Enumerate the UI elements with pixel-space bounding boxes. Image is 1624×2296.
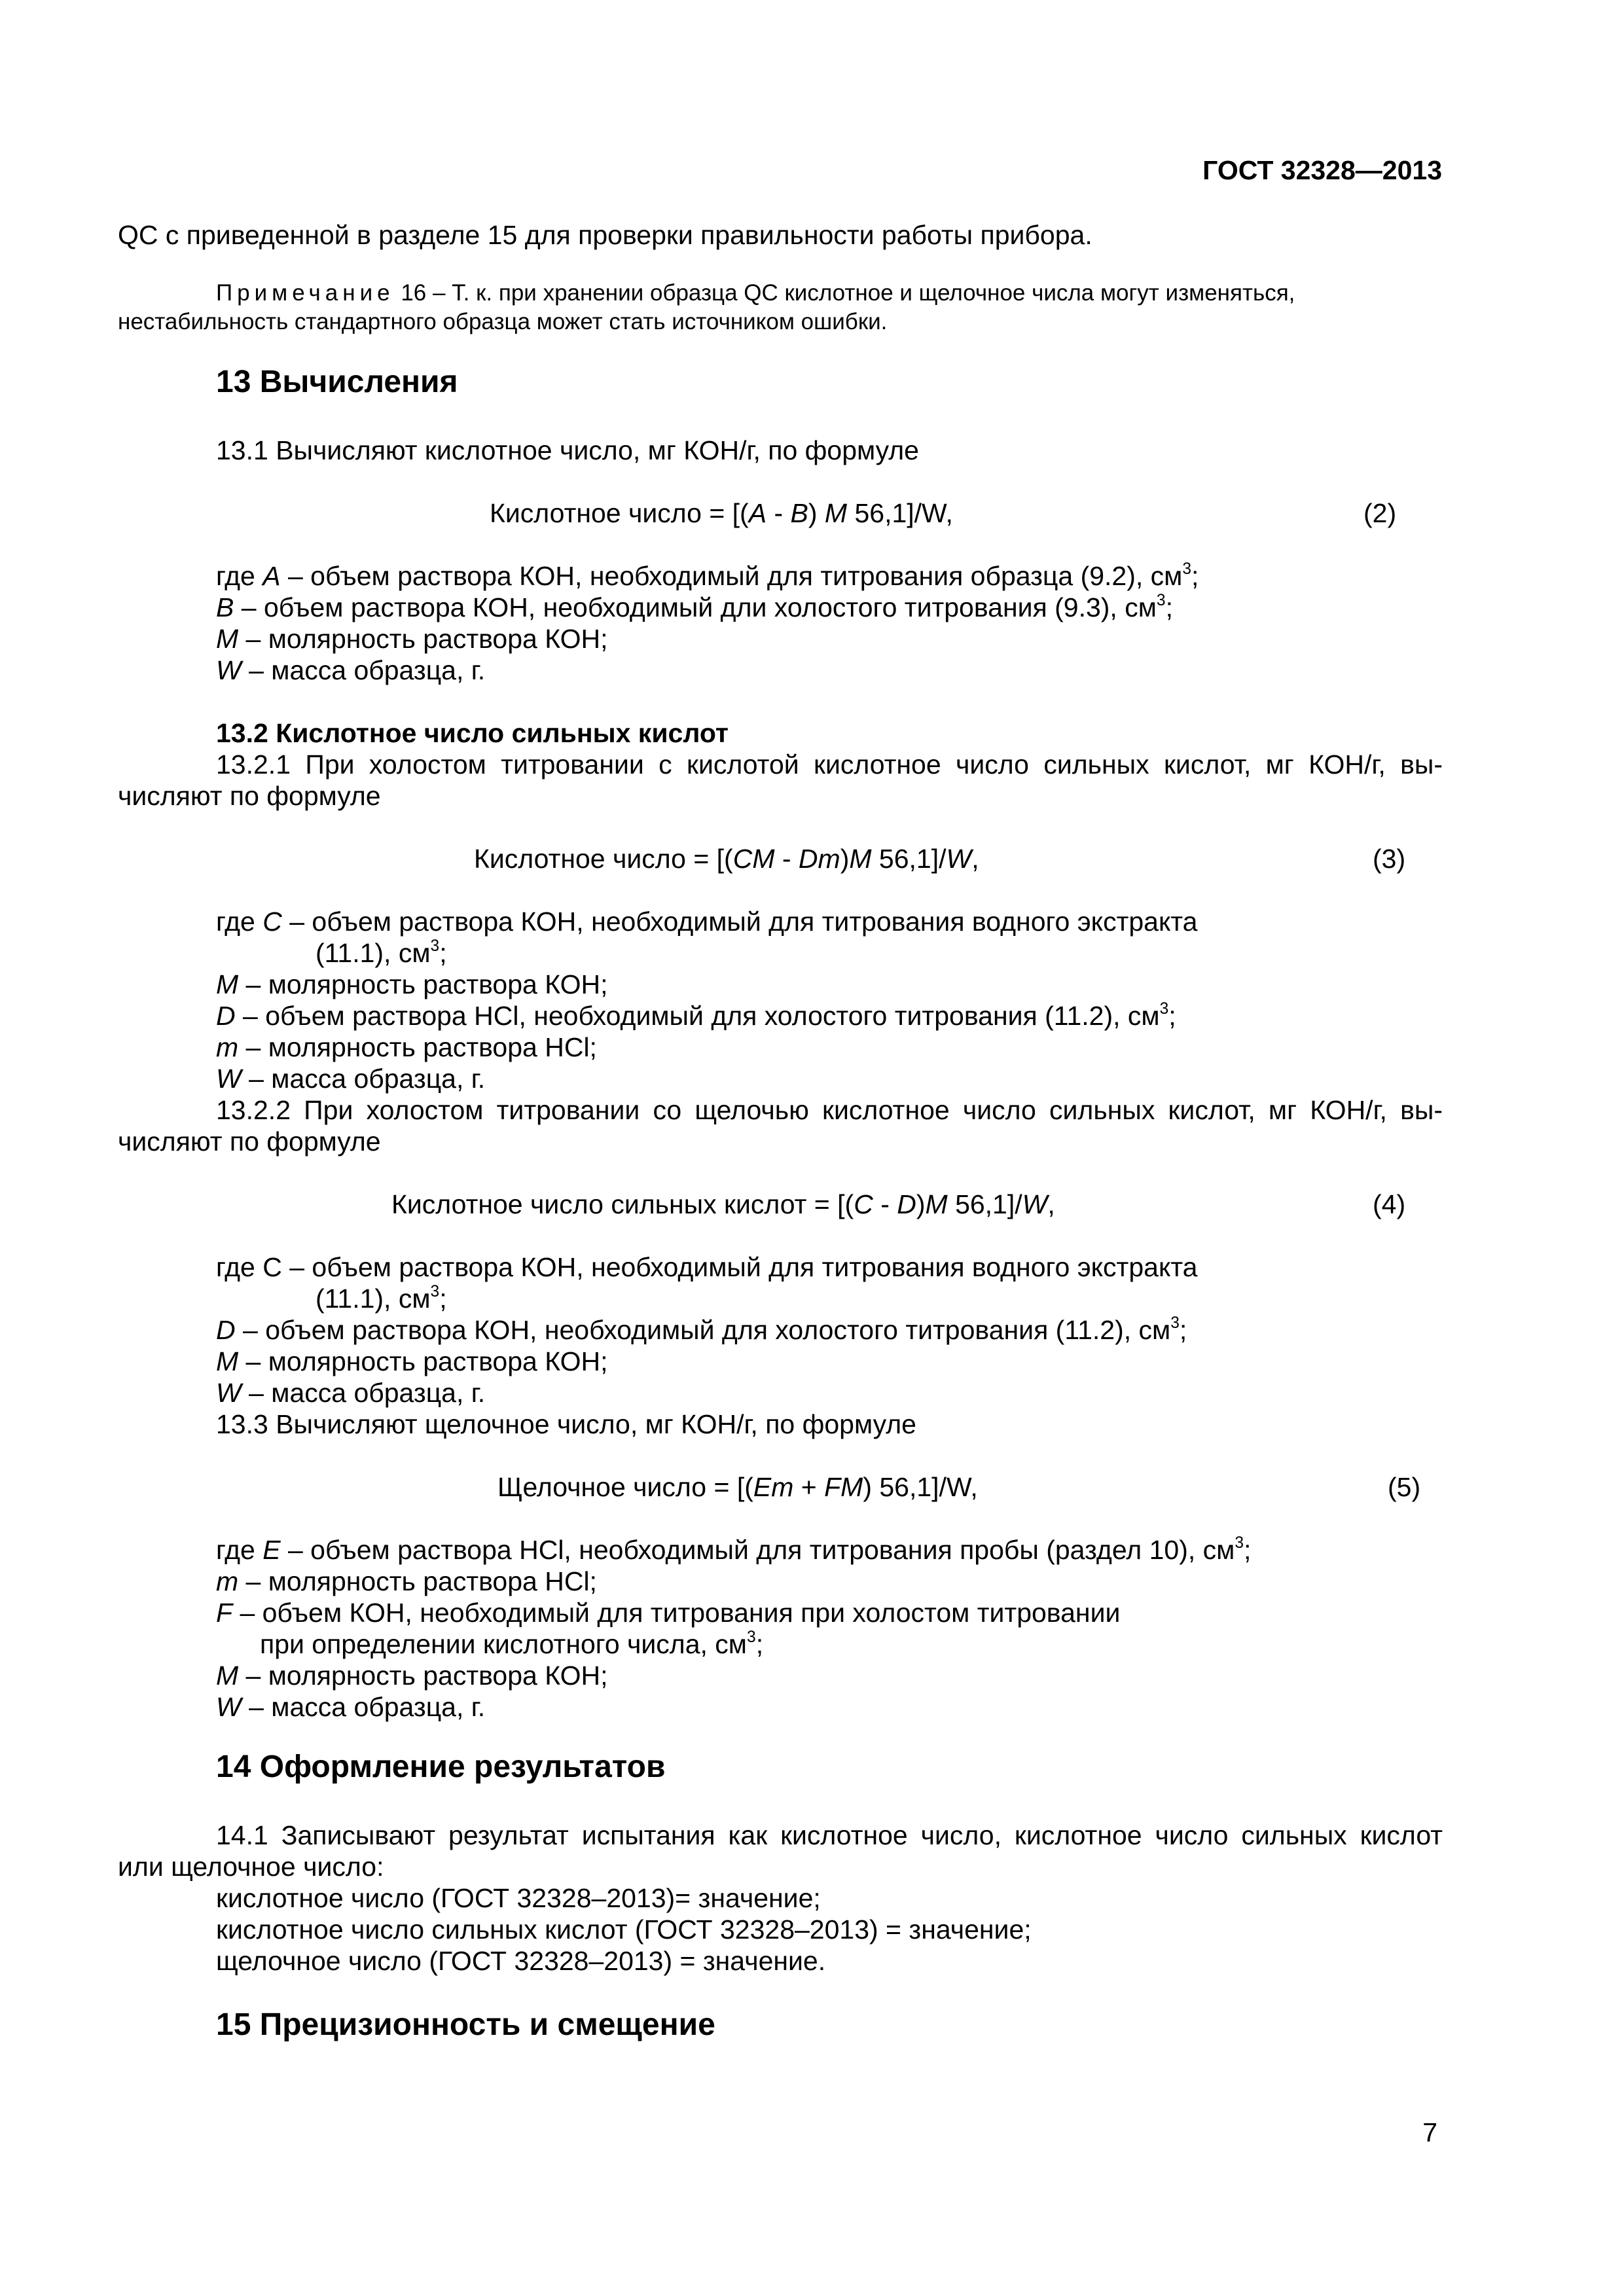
where-3-line-1: где C – объем раствора КОН, необходимый для титрования водного экстракта	[216, 906, 1198, 937]
paragraph-14-1-line-1: 14.1 Записывают результат испытания как кислотное число, кислотное число сильных кислот	[216, 1820, 1443, 1850]
section-13-heading: 13 Вычисления	[216, 365, 458, 399]
where-4-line-2: D – объем раствора КОН, необходимый для холостого титрования (11.2), $см^3$;	[216, 1314, 1187, 1345]
where-5-line-3b: при определении кислотного числа, $см^3$;	[260, 1628, 764, 1659]
where-2-line-3: M – молярность раствора КОН;	[216, 624, 608, 654]
where-3-line-4: m – молярность раствора HCl;	[216, 1032, 597, 1062]
paragraph-13-1: 13.1 Вычисляют кислотное число, мг КОН/г, по формуле	[216, 435, 919, 465]
where-5-line-4: M – молярность раствора КОН;	[216, 1660, 608, 1691]
intro-line: QC с приведенной в разделе 15 для проверки правильности работы прибора.	[118, 220, 1092, 250]
where-3-line-1b: (11.1), $см^3$;	[316, 937, 447, 968]
where-5-line-2: m – молярность раствора HCl;	[216, 1566, 597, 1596]
section-15-heading: 15 Прецизионность и смещение	[216, 2007, 715, 2042]
note-text-1: 16 – Т. к. при хранении образца QC кислотное и щелочное числа могут изменяться,	[394, 280, 1295, 306]
document-header: ГОСТ 32328—2013	[1202, 155, 1442, 185]
where-4-line-1: где С – объем раствора КОН, необходимый для титрования водного экстракта	[216, 1252, 1198, 1282]
where-3-line-2: M – молярность раствора КОН;	[216, 969, 608, 999]
where-4-line-1b: (11.1), $см^3$;	[316, 1283, 447, 1314]
result-line-2: кислотное число сильных кислот (ГОСТ 32328–2013) = значение;	[216, 1914, 1032, 1945]
where-2-line-2: B – объем раствора КОН, необходимый дли холостого титрования (9.3), $см^3$;	[216, 592, 1173, 622]
note-label: Примечание	[216, 280, 395, 306]
where-4-line-4: W – масса образца, г.	[216, 1378, 486, 1408]
formula-5: Щелочное число = [(Em + FM) 56,1]/W,	[497, 1472, 978, 1502]
formula-4-number: (4)	[1373, 1189, 1406, 1219]
formula-5-number: (5)	[1388, 1472, 1421, 1502]
where-2-line-1: где A – объем раствора КОН, необходимый для титрования образца (9.2), $см^3$;	[216, 560, 1199, 591]
formula-4: Кислотное число сильных кислот = [(C - D)M 56,1]/W,	[391, 1189, 1055, 1219]
paragraph-14-1-line-2: или щелочное число:	[118, 1852, 384, 1882]
where-5-line-1: где E – объем раствора HCl, необходимый для титрования пробы (раздел 10), $см^3$;	[216, 1534, 1252, 1565]
where-3-line-5: W – масса образца, г.	[216, 1064, 486, 1094]
paragraph-13-3: 13.3 Вычисляют щелочное число, мг КОН/г, по формуле	[216, 1409, 916, 1439]
where-4-line-3: M – молярность раствора КОН;	[216, 1346, 608, 1376]
note-line-2: нестабильность стандартного образца может стать источником ошибки.	[118, 309, 888, 334]
where-2-line-4: W – масса образца, г.	[216, 655, 486, 685]
result-line-3: щелочное число (ГОСТ 32328–2013) = значение.	[216, 1946, 826, 1976]
paragraph-13-2-2-line-1: 13.2.2 При холостом титровании со щелочью кислотное число сильных кислот, мг КОН/г, вы-	[216, 1095, 1443, 1125]
where-5-line-3: F – объем КОН, необходимый для титрования при холостом титровании	[216, 1598, 1121, 1628]
where-3-line-3: D – объем раствора HCl, необходимый для холостого титрования (11.2), $см^3$;	[216, 1000, 1176, 1031]
where-5-line-5: W – масса образца, г.	[216, 1692, 486, 1722]
result-line-1: кислотное число (ГОСТ 32328–2013)= значение;	[216, 1883, 821, 1913]
paragraph-13-2-1-line-2: числяют по формуле	[118, 781, 381, 811]
note-line-1	[216, 279, 1295, 307]
formula-3-number: (3)	[1373, 844, 1406, 874]
formula-3: Кислотное число = [(CM - Dm)M 56,1]/W,	[474, 844, 979, 874]
page-number: 7	[1422, 2117, 1437, 2147]
subsection-13-2-heading: 13.2 Кислотное число сильных кислот	[216, 718, 729, 748]
paragraph-13-2-1-line-1: 13.2.1 При холостом титровании с кислотой кислотное число сильных кислот, мг КОН/г, вы-	[216, 749, 1443, 780]
formula-2: Кислотное число = [(A - B) M 56,1]/W,	[490, 498, 953, 528]
paragraph-13-2-2-line-2: числяют по формуле	[118, 1126, 381, 1157]
formula-2-number: (2)	[1363, 498, 1397, 528]
section-14-heading: 14 Оформление результатов	[216, 1749, 666, 1784]
